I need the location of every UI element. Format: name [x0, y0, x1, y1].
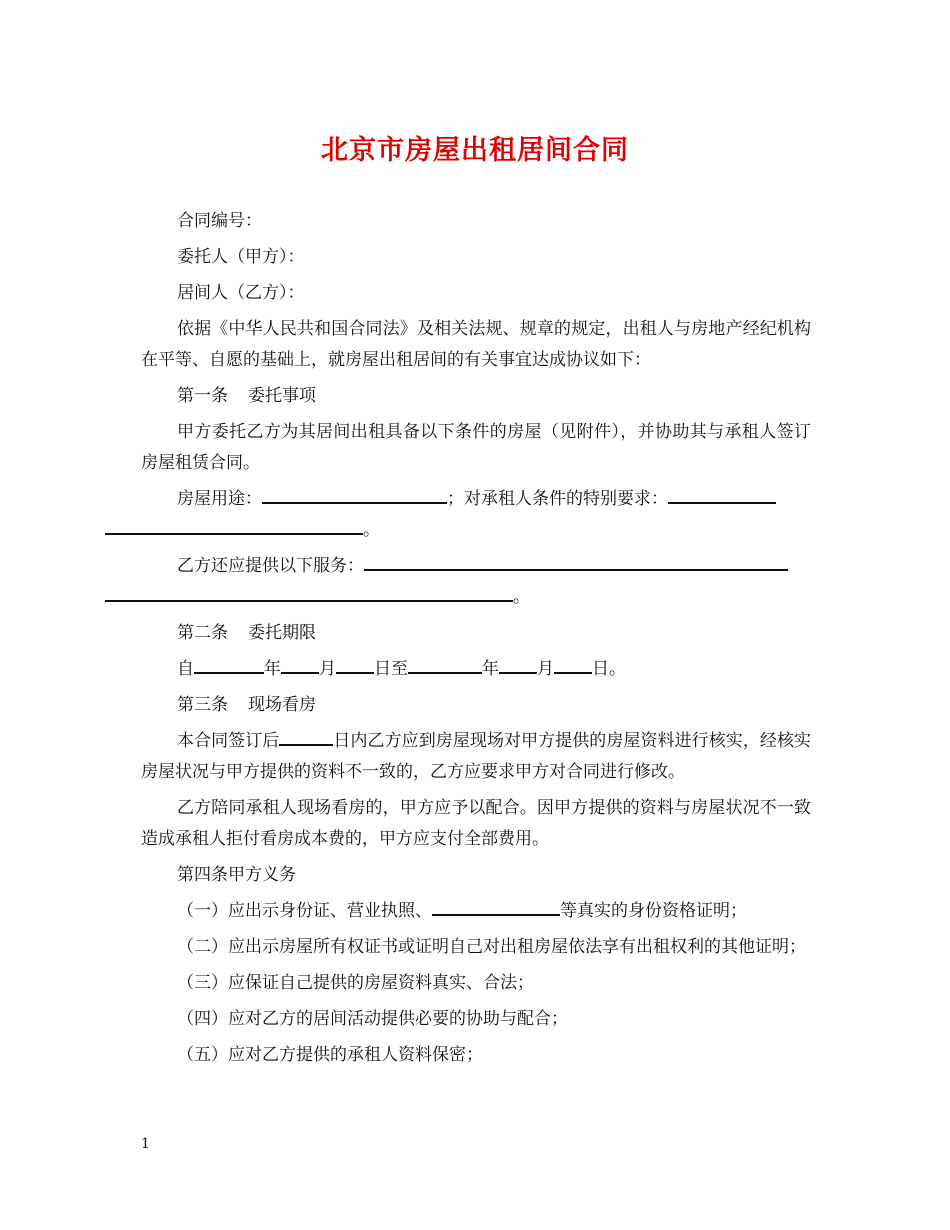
article-2-heading	[141, 618, 811, 649]
article-3-paragraph-1	[141, 726, 811, 788]
article-3-paragraph-2: 乙方陪同承租人现场看房的，甲方应予以配合。因甲方提供的资料与房屋状况不一致造成承租人拒付看房成本费的，甲方应支付全部费用。	[141, 798, 811, 849]
article-1-heading	[141, 381, 811, 412]
tenant-requirements-blank-continued[interactable]	[105, 515, 363, 535]
day-to-label: 日至	[374, 659, 408, 679]
tenant-requirements-blank[interactable]	[668, 484, 776, 504]
house-usage-label: 房屋用途：	[177, 489, 262, 509]
start-month-blank[interactable]	[281, 654, 319, 674]
preamble-paragraph: 依据《中华人民共和国合同法》及相关法规、规章的规定，出租人与房地产经纪机构在平等、自愿的基础上，就房屋出租居间的有关事宜达成协议如下：	[141, 319, 811, 370]
article-4-item-3: （三）应保证自己提供的房屋资料真实、合法；	[177, 973, 534, 993]
house-usage-blank[interactable]	[262, 484, 447, 504]
verify-days-suffix: 日内乙方应到房屋现场对甲方提供的房屋资料进行核实，经核实房屋状况与甲方提供的资料不一致的，乙方应要求甲方对合同进行修改。	[141, 731, 812, 782]
services-end: 。	[513, 587, 530, 607]
article-1-paragraph: 甲方委托乙方为其居间出租具备以下条件的房屋（见附件），并协助其与承租人签订房屋租赁合同。	[141, 422, 811, 473]
article-4-heading: 第四条甲方义务	[177, 865, 296, 885]
month-label-2: 月	[537, 659, 554, 679]
contract-number-field: 合同编号：	[177, 211, 262, 231]
services-blank[interactable]	[364, 551, 788, 571]
verify-days-blank[interactable]	[279, 726, 333, 746]
house-usage-line	[141, 484, 811, 546]
article-4-item-5: （五）应对乙方提供的承租人资料保密；	[177, 1045, 483, 1065]
article-2-title: 委托期限	[248, 623, 316, 643]
party-b-field: 居间人（乙方）：	[177, 283, 305, 303]
end-day-blank[interactable]	[554, 654, 592, 674]
document-body	[141, 206, 811, 1076]
end-month-blank[interactable]	[499, 654, 537, 674]
tenant-requirements-label: ；对承租人条件的特别要求：	[447, 489, 668, 509]
identity-docs-blank[interactable]	[432, 896, 560, 916]
services-blank-continued[interactable]	[105, 582, 513, 602]
services-line	[141, 551, 811, 613]
start-year-blank[interactable]	[194, 654, 264, 674]
item-1-prefix: （一）应出示身份证、营业执照、	[177, 901, 432, 921]
page-number: 1	[141, 1136, 150, 1152]
article-3-heading	[141, 690, 811, 721]
verify-days-prefix: 本合同签订后	[177, 731, 280, 751]
term-dates-line	[141, 654, 811, 685]
month-label: 月	[319, 659, 336, 679]
article-4-item-2: （二）应出示房屋所有权证书或证明自己对出租房屋依法享有出租权利的其他证明；	[177, 937, 806, 957]
services-label: 乙方还应提供以下服务：	[177, 556, 364, 576]
article-2-number: 第二条	[177, 623, 228, 643]
article-3-title: 现场看房	[248, 695, 316, 715]
article-1-title: 委托事项	[248, 386, 316, 406]
end-year-blank[interactable]	[408, 654, 482, 674]
tenant-requirements-end: 。	[363, 520, 380, 540]
document-title: 北京市房屋出租居间合同	[321, 135, 629, 166]
item-1-suffix: 等真实的身份资格证明；	[560, 901, 747, 921]
party-a-field: 委托人（甲方）：	[177, 247, 305, 267]
day-end-label: 日。	[592, 659, 626, 679]
term-from-label: 自	[177, 659, 194, 679]
article-1-number: 第一条	[177, 386, 228, 406]
article-3-number: 第三条	[177, 695, 228, 715]
year-label-2: 年	[482, 659, 499, 679]
start-day-blank[interactable]	[336, 654, 374, 674]
year-label: 年	[264, 659, 281, 679]
article-4-item-4: （四）应对乙方的居间活动提供必要的协助与配合；	[177, 1009, 568, 1029]
article-4-item-1	[141, 896, 811, 927]
